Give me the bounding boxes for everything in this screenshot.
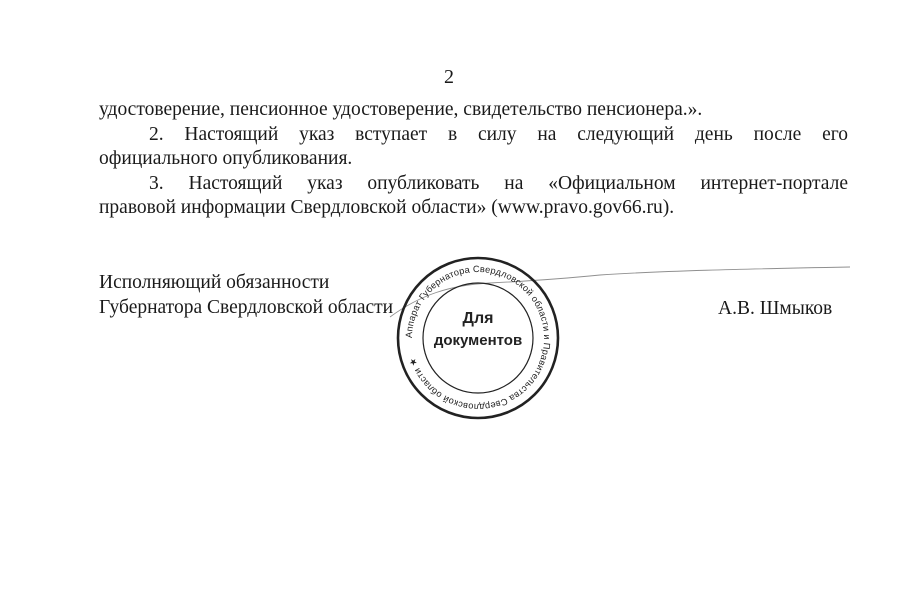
signatory-position bbox=[99, 270, 393, 320]
signatory-position-line-1: Исполняющий обязанности bbox=[99, 272, 330, 293]
seal-center-line-2: документов bbox=[433, 332, 523, 349]
paragraph-3-line-1: 3. Настоящий указ опубликовать на «Официальном интернет-портале bbox=[149, 172, 848, 194]
page-number: 2 bbox=[444, 66, 454, 88]
paragraph-2-line-1: 2. Настоящий указ вступает в силу на следующий день после его bbox=[149, 123, 848, 145]
document-body bbox=[99, 98, 848, 221]
paragraph-3-line-2: правовой информации Свердловской области» (www.pravo.gov66.ru). bbox=[99, 197, 675, 218]
seal-center-line-1: Для bbox=[462, 310, 494, 327]
official-seal bbox=[393, 253, 563, 423]
paragraph-2-line-2: официального опубликования. bbox=[99, 148, 353, 169]
signatory-name: А.В. Шмыков bbox=[718, 298, 833, 319]
seal-ring-text: Аппарат Губернатора Свердловской области и Правительства Свердловской области ★ bbox=[403, 263, 553, 413]
paragraph-1-line: удостоверение, пенсионное удостоверение, свидетельство пенсионера.». bbox=[99, 99, 703, 120]
signatory-position-line-2: Губернатора Свердловской области bbox=[99, 297, 394, 318]
